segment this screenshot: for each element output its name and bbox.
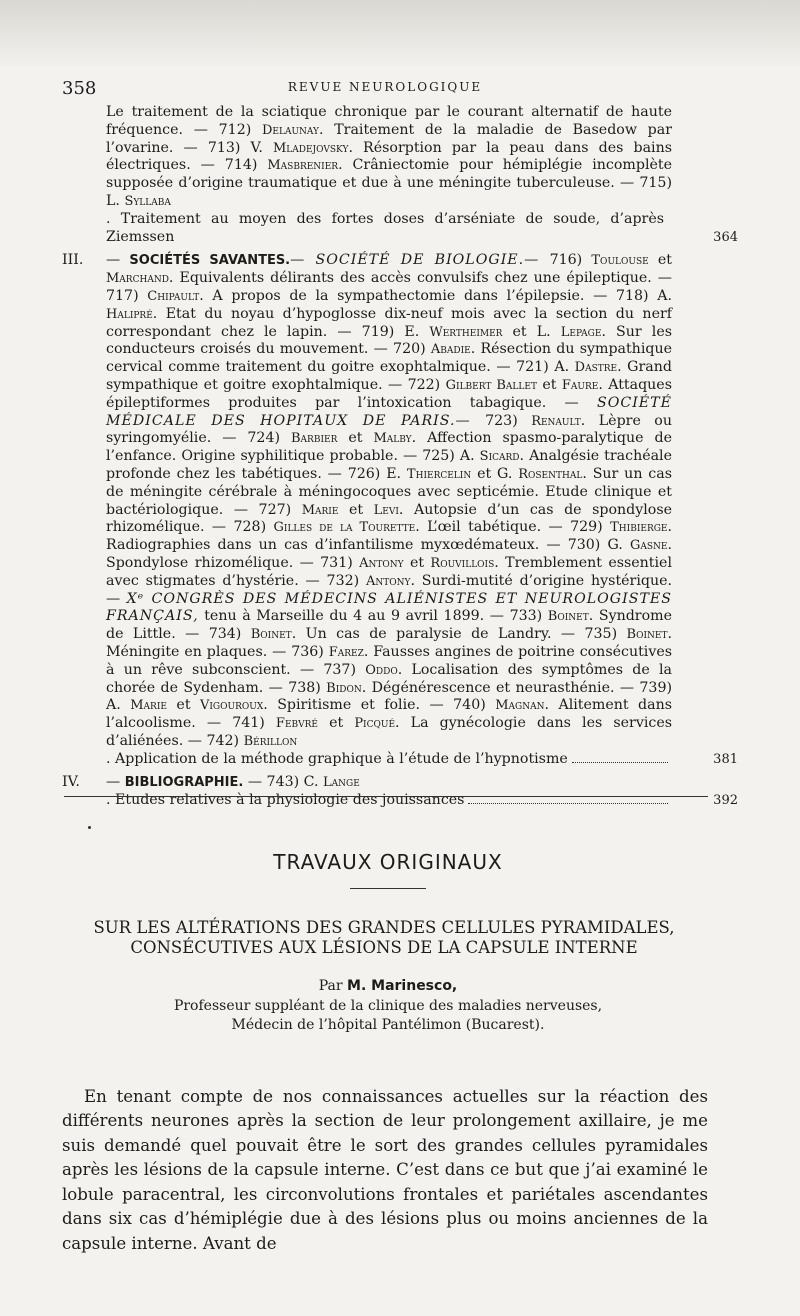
toc-text: . Equivalents délirants des accès convulsifs chez une épileptique. — 717) xyxy=(106,270,672,304)
author-name: Gilbert Ballet xyxy=(445,377,537,393)
author-name: Antony xyxy=(359,555,404,571)
toc-text: . Tremblement essentiel avec stigmates d’hystérie. — 732) xyxy=(106,554,672,589)
toc-text: . Fausses angines de poitrine consécutives à un rêve subconscient. — 737) xyxy=(106,643,673,678)
author-name: Levi xyxy=(373,502,399,518)
author-name: Rouvillois xyxy=(430,555,495,571)
body-paragraph: En tenant compte de nos connaissances actuelles sur la réaction des différents neurones après la section de leur prolongement axillaire, je me suis demandé quel pouvait être le sort des grandes cellules pyramidales après les lésions de la capsule interne. C’est dans ce but que j’ai examiné le lobule paracentral, les circonvolutions frontales et pariétales ascendantes dans six cas d’hémiplégie due à des lésions plus ou moins anciennes de la capsule interne. Avant de xyxy=(62,1086,708,1253)
affiliation: Professeur suppléant de la clinique des maladies nerveuses, xyxy=(173,998,603,1014)
dot-leader xyxy=(572,761,668,763)
toc-text: et G. xyxy=(471,465,519,482)
toc-entry-text xyxy=(106,252,738,768)
toc-text: . Crâniectomie pour hémiplégie incomplète supposée d’origine traumatique et due à une méningite tuberculeuse. — 715) L. xyxy=(106,157,672,209)
table-of-contents xyxy=(62,104,738,810)
author-name: Renault xyxy=(531,413,581,429)
article-title-line: SUR LES ALTÉRATIONS DES GRANDES CELLULES PYRAMIDALES, xyxy=(93,918,675,937)
toc-text: . Lèpre ou syringomyélie. — 724) xyxy=(106,412,672,447)
toc-text: . Affection spasmo-paralytique de l’enfance. Origine syphilitique probable. — 725) A. xyxy=(106,430,672,465)
toc-text: et xyxy=(338,501,374,518)
toc-text: . Etudes relatives à la physiologie des jouissances xyxy=(106,792,465,809)
author-name: Vigouroux xyxy=(199,698,264,714)
author-name: Chipault xyxy=(147,288,200,304)
toc-text: et xyxy=(403,554,431,571)
author-name: Abadie xyxy=(430,342,471,358)
toc-text: 723) xyxy=(485,412,532,429)
toc-entry-bibliographie xyxy=(62,774,738,810)
toc-text: . Spondylose rhizomélique. — 731) xyxy=(106,537,672,571)
author-name: M. Marinesco, xyxy=(347,978,458,994)
toc-text: . Grand sympathique et goitre exophtalmique. — 722) xyxy=(106,359,672,393)
toc-text: . Radiographies dans un cas d’infantilisme myxœdémateux. — 730) G. xyxy=(106,519,672,554)
author-name: Bidon xyxy=(326,680,362,696)
toc-tail xyxy=(106,792,672,810)
author-name: Malby xyxy=(373,431,412,447)
toc-text: . Attaques épileptiformes produites par l’intoxication tabagique. — xyxy=(106,376,672,411)
toc-text: . Localisation des symptômes de la chorée de Sydenham. — 738) xyxy=(106,661,672,696)
article-title-line: CONSÉCUTIVES AUX LÉSIONS DE LA CAPSULE INTERNE xyxy=(130,938,638,957)
society-name: SOCIÉTÉ MÉDICALE DES HOPITAUX DE PARIS.— xyxy=(106,394,672,429)
toc-text: et xyxy=(337,430,374,447)
author-name: Wertheimer xyxy=(429,324,503,340)
toc-page-ref: 364 xyxy=(713,229,738,245)
toc-text: . Résection du sympathique cervical comme traitement du goitre exophtalmique. — 721) A. xyxy=(106,341,672,376)
society-name: Xᵉ CONGRÈS DES MÉDECINS ALIÉNISTES ET NEUROLOGISTES FRANÇAIS, xyxy=(106,590,672,625)
affiliation: Médecin de l’hôpital Pantélimon (Bucarest). xyxy=(231,1017,545,1033)
author-name: Lepage xyxy=(560,324,602,340)
toc-dash: — xyxy=(106,774,125,791)
toc-text: . Surdi-mutité d’origine hystérique. — xyxy=(106,572,672,607)
toc-text: . Traitement au moyen des fortes doses d’arséniate de soude, d’après Ziemssen xyxy=(106,210,664,245)
author-name: Barbier xyxy=(291,431,338,447)
toc-page-ref: 381 xyxy=(713,751,738,767)
toc-text: . Dégénérescence et neurasthénie. — 739) A. xyxy=(106,679,673,714)
toc-text: . Application de la méthode graphique à l’étude de l’hypnotisme xyxy=(106,750,568,767)
author-name: Picqué xyxy=(354,716,396,732)
author-name: Rosenthal xyxy=(518,466,583,482)
toc-dash: — xyxy=(106,252,130,269)
author-name: Sicard xyxy=(479,449,520,465)
author-name: Lange xyxy=(323,775,360,791)
author-name: Marchand xyxy=(106,271,169,287)
short-rule xyxy=(350,888,426,889)
author-name: Masbrenier xyxy=(267,158,339,174)
byline xyxy=(0,978,776,994)
toc-text: . A propos de la sympathectomie dans l’épilepsie. — 718) A. xyxy=(199,287,672,304)
toc-text: et xyxy=(536,376,562,393)
toc-tail xyxy=(106,211,672,247)
section-numeral: III. xyxy=(62,252,84,269)
toc-text: . Spiritisme et folie. — 740) xyxy=(263,697,496,714)
author-name: Toulouse xyxy=(591,253,649,269)
author-name: Oddo xyxy=(365,662,398,678)
toc-text: . Traitement de la maladie de Basedow par l’ovarine. — 713) V. xyxy=(106,121,672,156)
toc-text: 716) xyxy=(549,252,592,269)
author-name: Bérillon xyxy=(243,733,298,749)
author-name: Mladejovsky xyxy=(272,140,349,156)
author-name: Antony xyxy=(365,573,411,589)
article-title xyxy=(62,918,706,958)
toc-text: . Méningite en plaques. — 736) xyxy=(106,626,672,660)
bullet-mark xyxy=(88,826,91,829)
toc-text: et xyxy=(648,252,673,269)
toc-text: et L. xyxy=(502,323,561,340)
toc-text: . La gynécologie dans les services d’aliénées. — 742) xyxy=(106,715,672,749)
horizontal-rule xyxy=(64,796,708,797)
toc-tail xyxy=(106,751,672,769)
toc-entry-text xyxy=(106,104,738,246)
society-name: — SOCIÉTÉ DE BIOLOGIE.— xyxy=(290,252,550,269)
running-head: REVUE NEUROLOGIQUE xyxy=(287,80,483,94)
toc-text: . Autopsie d’un cas de spondylose rhizomélique. — 728) xyxy=(106,501,672,536)
toc-page-ref: 392 xyxy=(713,793,738,809)
section-heading: TRAVAUX ORIGINAUX xyxy=(273,850,503,874)
author-name: Farez xyxy=(328,644,364,660)
dot-leader xyxy=(468,802,668,804)
page-header xyxy=(62,78,708,100)
author-name: Magnan xyxy=(495,698,545,714)
author-name: Thibierge xyxy=(610,520,668,536)
toc-text: . Syndrome de Little. — 734) xyxy=(106,608,672,643)
toc-entry-continued xyxy=(62,104,738,246)
author-name: Delaunay xyxy=(261,122,319,138)
toc-entry-text xyxy=(106,774,738,810)
section-title: BIBLIOGRAPHIE. xyxy=(124,775,244,791)
author-name: Boinet xyxy=(547,609,589,625)
author-name: Febvré xyxy=(275,716,318,732)
toc-text: — 743) C. xyxy=(243,774,324,791)
author-name: Boinet xyxy=(250,627,292,643)
author-name: Faure xyxy=(561,377,599,393)
toc-entry-societes-savantes xyxy=(62,252,738,768)
author-name: Gasne xyxy=(629,538,668,554)
toc-text: . Alitement dans l’alcoolisme. — 741) xyxy=(106,697,672,732)
toc-text: . Un cas de paralysie de Landry. — 735) xyxy=(291,626,627,643)
page-number: 358 xyxy=(62,78,97,99)
byline-prefix: Par xyxy=(318,978,348,994)
author-name: Gilles de la Tourette xyxy=(273,520,416,536)
author-name: Halipré xyxy=(106,306,153,322)
toc-text: . Résorption par la peau dans des bains électriques. — 714) xyxy=(106,139,672,174)
toc-text: et xyxy=(166,697,200,714)
toc-text: Le traitement de la sciatique chronique par le courant alternatif de haute fréquence. — 712) xyxy=(106,104,672,138)
toc-text: . Analgésie trachéale profonde chez les tabétiques. — 726) E. xyxy=(106,448,672,482)
author-name: Dastre xyxy=(574,360,618,376)
toc-text: et xyxy=(317,715,355,732)
author-name: Marie xyxy=(301,502,339,518)
toc-text: . Etat du noyau d’hypoglosse dix-neuf mois avec la section du nerf correspondant chez le lapin. — 719) E. xyxy=(106,305,672,340)
section-title: SOCIÉTÉS SAVANTES. xyxy=(129,253,291,269)
toc-text: . L’œil tabétique. — 729) xyxy=(415,519,611,536)
author-name: Syllaba xyxy=(124,193,171,209)
toc-text: . Sur les conducteurs croisés du mouvement. — 720) xyxy=(106,323,672,358)
author-name: Marie xyxy=(130,698,167,714)
author-name: Boinet xyxy=(626,627,668,643)
section-numeral: IV. xyxy=(62,774,80,791)
toc-text: . Sur un cas de méningite cérébrale à méningocoques avec septicémie. Etude clinique et bactériologique. — 727) xyxy=(106,465,672,518)
toc-text: tenu à Marseille du 4 au 9 avril 1899. — 733) xyxy=(198,608,548,625)
author-name: Thiercelin xyxy=(406,466,472,482)
